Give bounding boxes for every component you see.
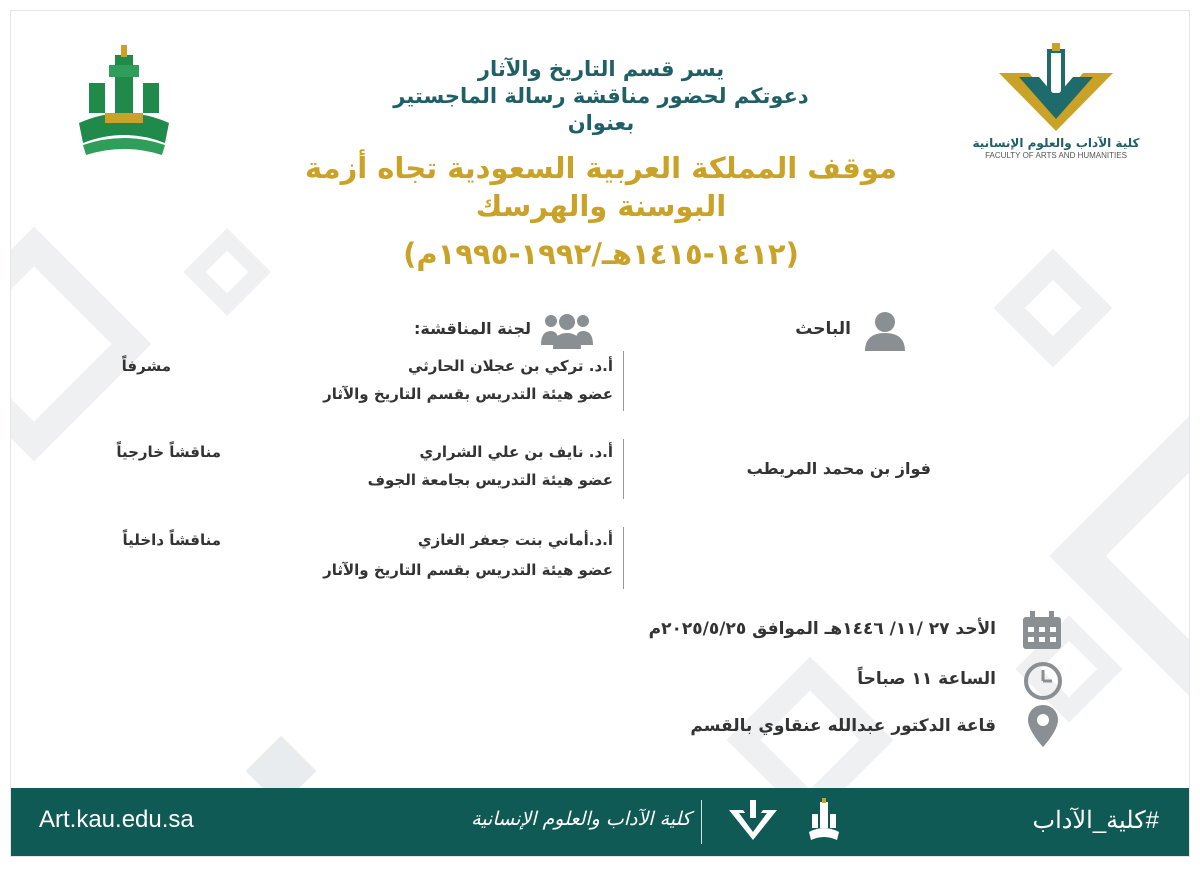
header-line-2: دعوتكم لحضور مناقشة رسالة الماجستير [393, 84, 809, 108]
person-icon [863, 311, 907, 351]
member-position: عضو هيئة التدريس بقسم التاريخ والآثار [323, 385, 613, 403]
footer-college-logo [727, 800, 779, 844]
footer-bar [11, 788, 1189, 856]
member-divider [623, 351, 624, 411]
event-location: قاعة الدكتور عبدالله عنقاوي بالقسم [690, 716, 996, 736]
member-role: مناقشاً داخلياً [122, 531, 221, 549]
member-role: مناقشاً خارجياً [116, 443, 221, 461]
thesis-title-line-2: البوسنة والهرسك [475, 189, 727, 223]
header-line-3: بعنوان [567, 111, 635, 135]
calligraphy-logo: كلية الآداب والعلوم الإنسانية [471, 808, 691, 830]
footer-university-logo [807, 798, 841, 846]
member-divider [623, 439, 624, 499]
bg-diamond-left [10, 227, 151, 462]
member-name: أ.د.أماني بنت جعفر الغازي [417, 531, 613, 549]
clock-icon [1023, 661, 1063, 701]
university-logo [69, 43, 179, 168]
researcher-label: الباحث [795, 319, 851, 339]
bg-diamond-small-left [183, 228, 271, 316]
header-line-1: يسر قسم التاريخ والآثار [477, 57, 725, 81]
member-role: مشرفاً [121, 357, 171, 375]
event-date: الأحد ٢٧ /١١/ ١٤٤٦هـ الموافق ٢٠٢٥/٥/٢٥م [648, 619, 996, 639]
calendar-icon [1021, 611, 1063, 651]
location-pin-icon [1027, 705, 1059, 747]
footer-divider [701, 800, 702, 844]
hashtag: #كلية_الآداب [1032, 807, 1159, 834]
committee-label: لجنة المناقشة: [414, 319, 531, 338]
member-position: عضو هيئة التدريس بجامعة الجوف [367, 471, 613, 489]
thesis-dates: (١٤١٢-١٤١٥هـ/١٩٩٢-١٩٩٥م) [403, 237, 799, 271]
member-name: أ.د. تركي بن عجلان الحارثي [407, 357, 613, 375]
college-logo [993, 43, 1119, 133]
member-position: عضو هيئة التدريس بقسم التاريخ والآثار [323, 561, 613, 579]
thesis-title-line-1: موقف المملكة العربية السعودية تجاه أزمة [305, 151, 897, 185]
researcher-name: فواز بن محمد المريطب [746, 459, 931, 478]
college-name-ar: كلية الآداب والعلوم الإنسانية [972, 136, 1140, 150]
member-name: أ.د. نايف بن علي الشراري [419, 443, 613, 461]
invitation-card [10, 10, 1190, 857]
member-divider [623, 527, 624, 589]
website-link[interactable]: Art.kau.edu.sa [39, 806, 194, 833]
college-name-en: FACULTY OF ARTS AND HUMANITIES [985, 151, 1127, 160]
bg-diamond-right [994, 249, 1113, 368]
event-time: الساعة ١١ صباحاً [857, 669, 996, 689]
group-icon [541, 313, 593, 349]
